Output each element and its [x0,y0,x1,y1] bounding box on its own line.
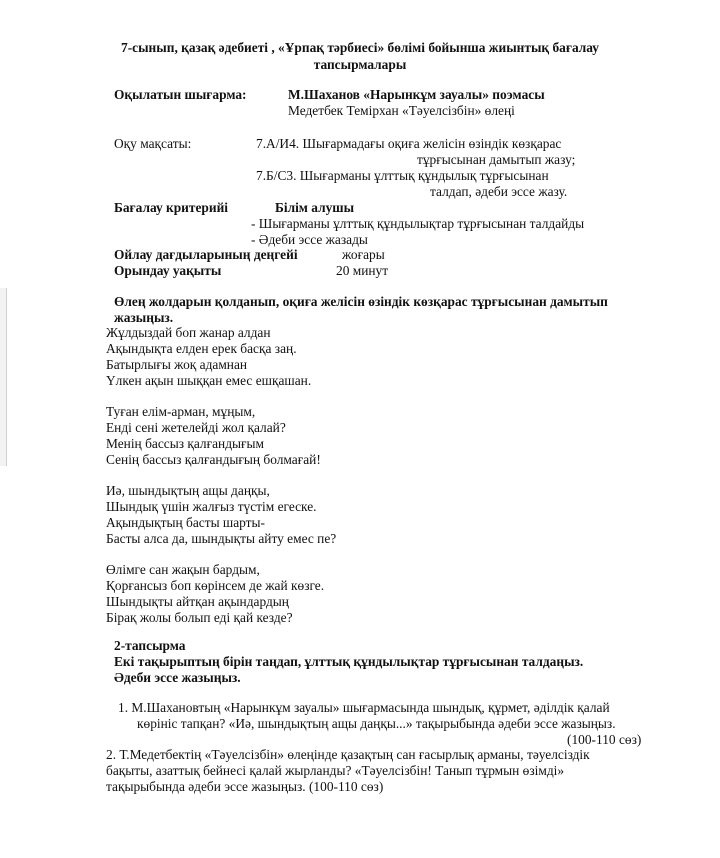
criteria-item-2: - Әдеби эссе жазады [251,232,368,247]
poem-line: Үлкен ақын шыққан емес ешқашан. [106,373,312,388]
task1-heading-1: Өлең жолдарын қолданып, оқиға желісін өзіндік көзқарас тұрғысынан дамытып [114,294,608,309]
poem-line: Ақындықта елден ерек басқа заң. [106,341,297,356]
work-label: Оқылатын шығарма: [114,87,247,102]
poem-line: Иә, шындықтың ащы даңқы, [106,483,270,498]
poem-line: Шындықты айтқан ақындардың [106,594,289,609]
poem-line: Бірақ жолы болып еді қай кезде? [106,610,293,625]
task2-item1-words: (100-110 сөз) [567,732,642,747]
goal-1a: 7.А/И4. Шығармадағы оқиға желісін өзіндік көзқарас [256,136,562,151]
poem-line: Шындық үшін жалғыз түстім егеске. [106,499,317,514]
task2-item2-line3: тақырыбында әдеби эссе жазыңыз. (100-110 сөз) [106,779,384,794]
task2-item1-line2: көрініс тапқан? «Иә, шындықтың ащы даңқы...» тақырыбында әдеби эссе жазыңыз. [137,716,616,731]
document-title-line2: тапсырмалары [313,57,407,72]
criteria-item-1: - Шығарманы ұлттық құндылықтар тұрғысынан талдайды [251,216,585,231]
document-title-line1: 7-сынып, қазақ әдебиеті , «Ұрпақ тәрбиесі» бөлімі бойынша жиынтық бағалау [121,40,599,55]
poem-stanza-4 [106,562,324,626]
poem-line: Менің бассыз қалғандығым [106,436,264,451]
goal-1b: тұрғысынан дамытып жазу; [417,152,576,167]
task2-item1-line1: 1. М.Шахановтың «Нарынкұм зауалы» шығармасында шындық, құрмет, әділдік қалай [118,700,610,715]
poem-line: Басты алса да, шындықты айту емес пе? [106,531,337,546]
poem-stanza-3 [106,483,336,547]
poem-stanza-1 [106,325,311,389]
goal-2b: талдап, әдеби эссе жазу. [430,184,568,199]
time-value: 20 минут [336,263,389,278]
task2-item2-line2: бақыты, азаттық бейнесі қалай жырланды? «Тәуелсізбін! Танып тұрмын өзімді» [106,763,565,778]
poem-line: Сенің бассыз қалғандығың болмағай! [106,452,321,467]
work-1: М.Шаханов «Нарынкұм зауалы» поэмасы [288,87,545,102]
goal-2a: 7.Б/С3. Шығарманы ұлттық құндылық тұрғысынан [256,168,549,183]
poem-stanza-2 [106,404,321,468]
poem-line: Өлімге сан жақын бардым, [106,562,260,577]
window-edge-tab [0,288,7,466]
level-value: жоғары [342,247,385,262]
time-label: Орындау уақыты [114,263,222,278]
goal-label: Оқу мақсаты: [114,136,192,151]
poem-line: Қорғансыз боп көрінсем де жай көзге. [106,578,325,593]
level-label: Ойлау дағдыларының деңгейі [114,247,298,262]
poem-line: Енді сені жетелейді жол қалай? [106,420,286,435]
learner-label: Білім алушы [275,200,355,215]
task2-heading-1: Екі тақырыптың бірін таңдап, ұлттық құндылықтар тұрғысынан талдаңыз. [114,654,584,669]
poem-line: Туған елім-арман, мұңым, [106,404,256,419]
task2-item2-line1: 2. Т.Медетбектің «Тәуелсізбін» өлеңінде қазақтың сан ғасырлық арманы, тәуелсіздік [106,747,590,762]
poem-line: Батырлығы жоқ адамнан [106,357,248,372]
task2-number: 2-тапсырма [114,638,186,653]
task2-heading-2: Әдеби эссе жазыңыз. [114,670,241,685]
poem-line: Жұлдыздай боп жанар алдан [106,325,271,340]
work-2: Медетбек Темірхан «Тәуелсізбін» өлеңі [288,103,515,118]
criteria-label: Бағалау критерийі [114,200,229,215]
poem-line: Ақындықтың басты шарты- [106,515,265,530]
task1-heading-2: жазыңыз. [114,310,174,325]
